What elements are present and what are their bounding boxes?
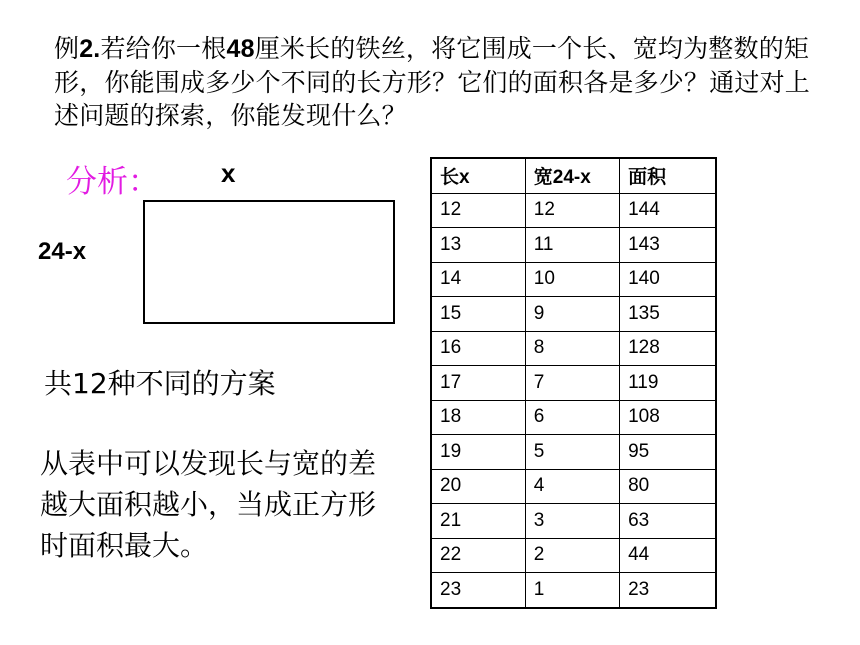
- cell-width: 12: [525, 193, 619, 228]
- rectangle-diagram: [143, 200, 395, 324]
- cell-width: 11: [525, 228, 619, 263]
- cell-width: 8: [525, 331, 619, 366]
- cell-area: 44: [620, 538, 716, 573]
- table-row: [431, 573, 716, 608]
- cell-area: 128: [620, 331, 716, 366]
- table-row: [431, 504, 716, 539]
- cell-width: 9: [525, 297, 619, 332]
- cell-length: 15: [431, 297, 525, 332]
- cell-length: 21: [431, 504, 525, 539]
- table-row: [431, 538, 716, 573]
- table-row: [431, 228, 716, 263]
- solution-count: 共12种不同的方案: [44, 367, 276, 400]
- cell-width: 2: [525, 538, 619, 573]
- cell-length: 12: [431, 193, 525, 228]
- cell-length: 14: [431, 262, 525, 297]
- cell-area: 108: [620, 400, 716, 435]
- table-row: [431, 400, 716, 435]
- cell-area: 63: [620, 504, 716, 539]
- problem-part1: 若给你一根: [100, 34, 227, 63]
- cell-length: 20: [431, 469, 525, 504]
- cell-width: 1: [525, 573, 619, 608]
- cell-area: 95: [620, 435, 716, 470]
- cell-width: 10: [525, 262, 619, 297]
- cell-area: 23: [620, 573, 716, 608]
- table-row: [431, 297, 716, 332]
- rectangle-width-label: 24-x: [38, 238, 87, 265]
- analysis-label: 分析：: [66, 164, 159, 200]
- table-row: [431, 435, 716, 470]
- header-length: 长x: [431, 158, 525, 193]
- problem-length: 48: [226, 35, 255, 63]
- cell-area: 80: [620, 469, 716, 504]
- cell-width: 4: [525, 469, 619, 504]
- cell-length: 16: [431, 331, 525, 366]
- cell-width: 3: [525, 504, 619, 539]
- finding-text: 从表中可以发现长与宽的差越大面积越小，当成正方形时面积最大。: [40, 447, 377, 562]
- table-row: [431, 366, 716, 401]
- problem-number: 2.: [79, 35, 101, 63]
- cell-area: 144: [620, 193, 716, 228]
- problem-statement: [54, 32, 824, 132]
- header-area: 面积: [620, 158, 716, 193]
- cell-length: 23: [431, 573, 525, 608]
- cell-length: 17: [431, 366, 525, 401]
- table-row: [431, 193, 716, 228]
- cell-width: 5: [525, 435, 619, 470]
- cell-length: 22: [431, 538, 525, 573]
- cell-area: 119: [620, 366, 716, 401]
- cell-area: 135: [620, 297, 716, 332]
- header-width: 宽24-x: [525, 158, 619, 193]
- cell-width: 6: [525, 400, 619, 435]
- table-row: [431, 331, 716, 366]
- cell-area: 143: [620, 228, 716, 263]
- table-row: [431, 469, 716, 504]
- table-row: [431, 262, 716, 297]
- rectangle-table: [430, 157, 717, 609]
- cell-length: 18: [431, 400, 525, 435]
- cell-area: 140: [620, 262, 716, 297]
- cell-length: 13: [431, 228, 525, 263]
- problem-part2: 厘米长的铁丝，将它围成一个长、宽均为整数的矩形，你能围成多少个不同的长方形？它们的面积各是多少？通过对上述问题的探索，你能发现什么？: [54, 34, 811, 130]
- cell-width: 7: [525, 366, 619, 401]
- cell-length: 19: [431, 435, 525, 470]
- table-header-row: [431, 158, 716, 193]
- rectangle-length-label: x: [221, 158, 236, 188]
- problem-prefix: 例: [54, 34, 80, 63]
